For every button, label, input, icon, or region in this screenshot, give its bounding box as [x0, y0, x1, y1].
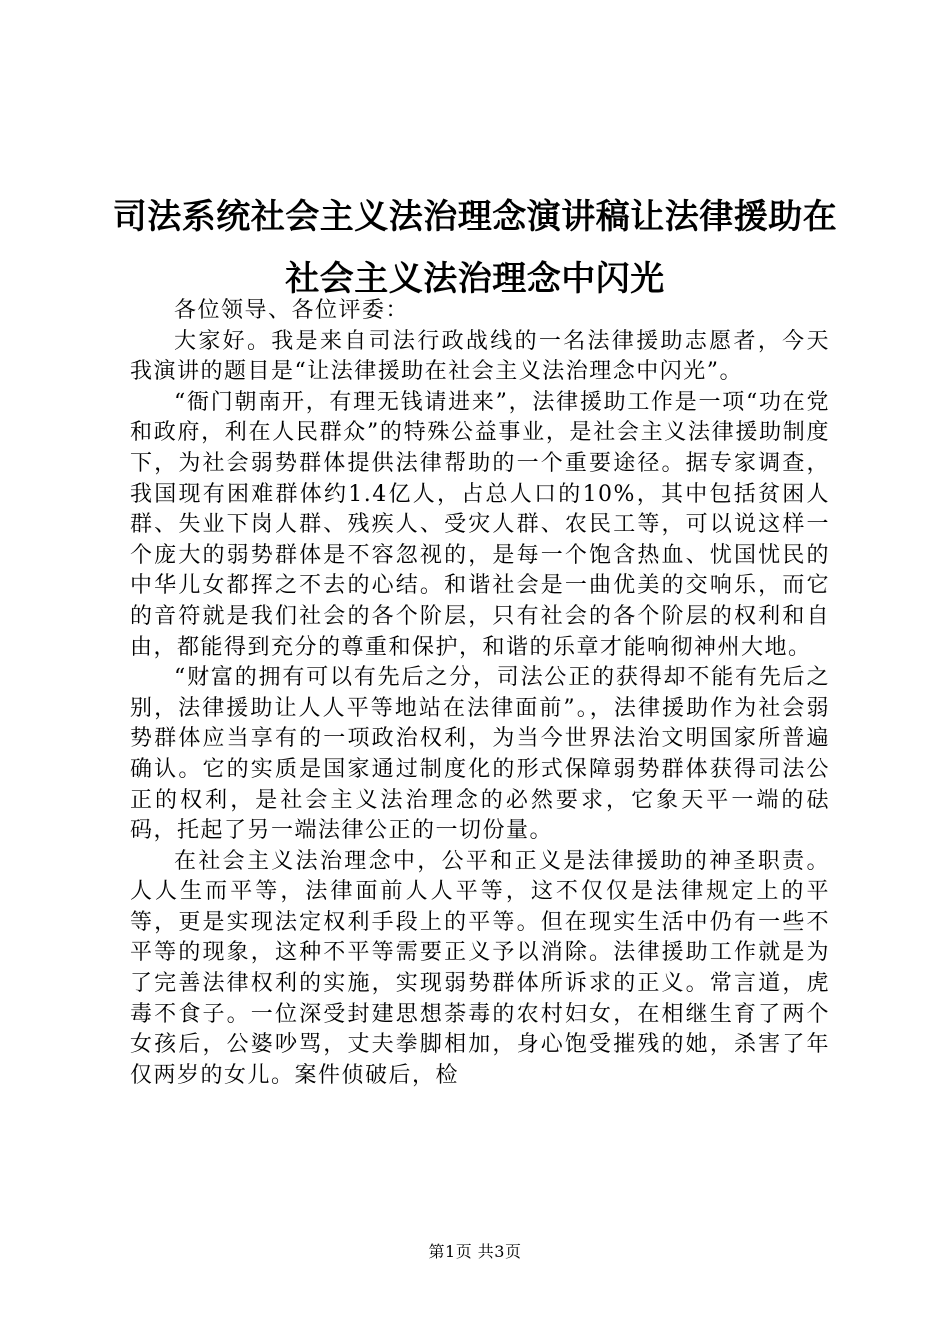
document-title: 司法系统社会主义法治理念演讲稿让法律援助在社会主义法治理念中闪光: [112, 197, 838, 299]
document-body: [130, 296, 830, 1091]
salutation-paragraph: 各位领导、各位评委：: [174, 298, 410, 323]
page-footer: 第1页 共3页: [428, 1242, 522, 1261]
body-paragraph: “衙门朝南开，有理无钱请进来”，法律援助工作是一项“功在党和政府，利在人民群众”的特殊公益事业，是社会主义法律援助制度下，为社会弱势群体提供法律帮助的一个重要途径。据专家调查，我国现有困难群体约1.4亿人，占总人口的10%，其中包括贫困人群、失业下岗人群、残疾人、受灾人群、农民工等，可以说这样一个庞大的弱势群体是不容忽视的，是每一个饱含热血、忧国忧民的中华儿女都挥之不去的心结。和谐社会是一曲优美的交响乐，而它的音符就是我们社会的各个阶层，只有社会的各个阶层的权利和自由，都能得到充分的尊重和保护，和谐的乐章才能响彻神州大地。: [130, 389, 830, 660]
body-paragraph: 大家好。我是来自司法行政战线的一名法律援助志愿者，今天我演讲的题目是“让法律援助在社会主义法治理念中闪光”。: [130, 328, 830, 385]
body-paragraph: “财富的拥有可以有先后之分，司法公正的获得却不能有先后之别，法律援助让人人平等地站在法律面前”。，法律援助作为社会弱势群体应当享有的一项政治权利，为当今世界法治文明国家所普遍确认。它的实质是国家通过制度化的形式保障弱势群体获得司法公正的权利，是社会主义法治理念的必然要求，它象天平一端的砝码，托起了另一端法律公正的一切份量。: [130, 665, 830, 844]
body-paragraph: 在社会主义法治理念中，公平和正义是法律援助的神圣职责。人人生而平等，法律面前人人平等，这不仅仅是法律规定上的平等，更是实现法定权利手段上的平等。但在现实生活中仍有一些不平等的现象，这种不平等需要正义予以消除。法律援助工作就是为了完善法律权利的实施，实现弱势群体所诉求的正义。常言道，虎毒不食子。一位深受封建思想荼毒的农村妇女，在相继生育了两个女孩后，公婆吵骂，丈夫拳脚相加，身心饱受摧残的她，杀害了年仅两岁的女儿。案件侦破后，检: [130, 848, 830, 1088]
